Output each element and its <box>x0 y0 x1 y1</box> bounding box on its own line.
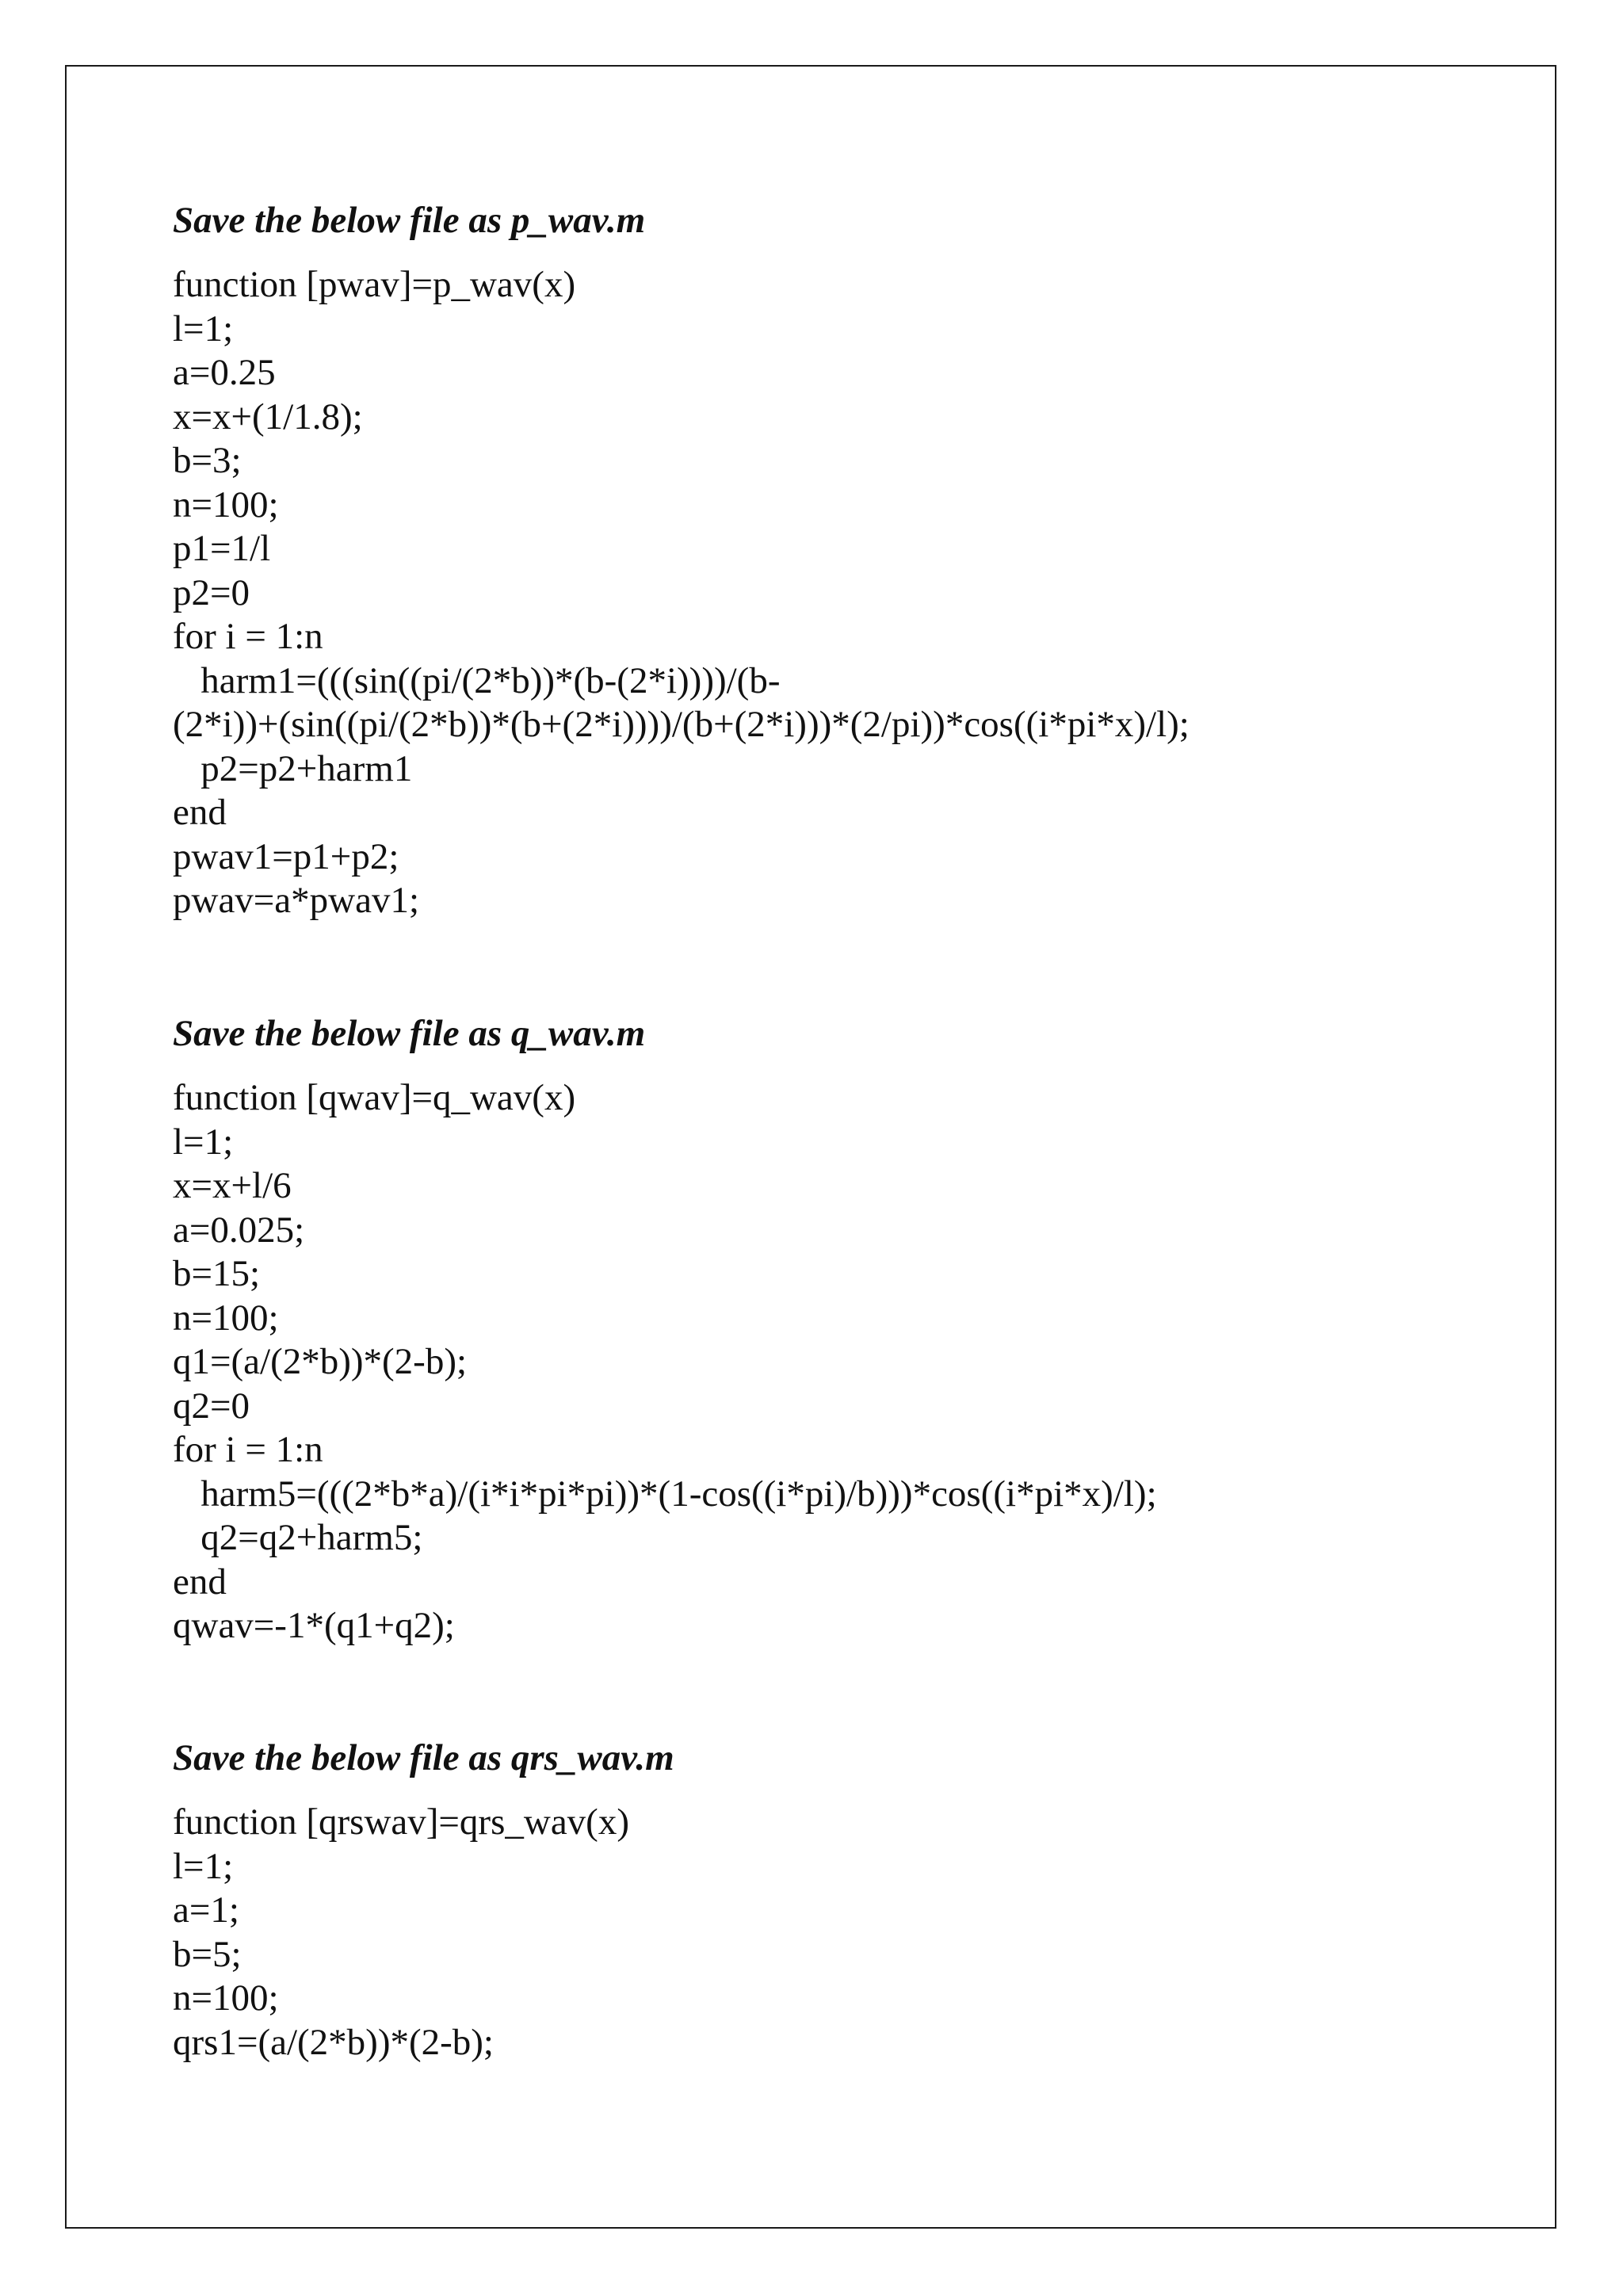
code-line: l=1; <box>173 308 234 350</box>
section-heading: Save the below file as q_wav.m <box>173 1013 646 1054</box>
code-line: n=100; <box>173 1977 279 2019</box>
section-p-wav <box>173 198 1520 923</box>
code-block <box>173 1801 1520 2065</box>
code-line: x=x+l/6 <box>173 1165 292 1206</box>
code-line: l=1; <box>173 1121 234 1163</box>
code-line: harm1=(((sin((pi/(2*b))*(b-(2*i))))/(b- <box>173 659 781 701</box>
code-block <box>173 263 1520 923</box>
code-line: p2=0 <box>173 571 250 613</box>
code-line: function [qwav]=q_wav(x) <box>173 1077 576 1118</box>
code-line: a=0.25 <box>173 352 276 393</box>
section-qrs-wav <box>173 1736 1520 2065</box>
code-line: b=5; <box>173 1933 242 1975</box>
code-line: qrs1=(a/(2*b))*(2-b); <box>173 2021 494 2063</box>
code-line: p2=p2+harm1 <box>173 747 413 789</box>
code-line: function [pwav]=p_wav(x) <box>173 264 576 305</box>
code-line: l=1; <box>173 1845 234 1887</box>
code-line: (2*i))+(sin((pi/(2*b))*(b+(2*i))))/(b+(2*i)))*(2/pi))*cos((i*pi*x)/l); <box>173 704 1190 745</box>
code-line: q1=(a/(2*b))*(2-b); <box>173 1341 468 1382</box>
code-line: qwav=-1*(q1+q2); <box>173 1605 455 1646</box>
code-line: x=x+(1/1.8); <box>173 395 363 437</box>
code-line: a=0.025; <box>173 1209 305 1251</box>
code-line: end <box>173 792 227 833</box>
code-line: end <box>173 1561 227 1603</box>
code-block <box>173 1076 1520 1648</box>
section-q-wav <box>173 1011 1520 1648</box>
code-line: q2=0 <box>173 1385 250 1427</box>
code-line: pwav=a*pwav1; <box>173 880 420 921</box>
code-line: for i = 1:n <box>173 616 323 657</box>
code-line: for i = 1:n <box>173 1429 323 1470</box>
code-line: b=3; <box>173 440 242 481</box>
code-line: n=100; <box>173 1297 279 1339</box>
code-line: a=1; <box>173 1889 239 1931</box>
code-line: pwav1=p1+p2; <box>173 835 399 877</box>
section-heading: Save the below file as p_wav.m <box>173 200 646 241</box>
code-line: p1=1/l <box>173 528 271 569</box>
code-line: harm5=(((2*b*a)/(i*i*pi*pi))*(1-cos((i*pi)/b)))*cos((i*pi*x)/l); <box>173 1473 1157 1515</box>
code-line: b=15; <box>173 1253 261 1294</box>
code-line: q2=q2+harm5; <box>173 1517 423 1558</box>
code-line: n=100; <box>173 483 279 525</box>
section-heading: Save the below file as qrs_wav.m <box>173 1737 674 1778</box>
code-line: function [qrswav]=qrs_wav(x) <box>173 1801 629 1843</box>
